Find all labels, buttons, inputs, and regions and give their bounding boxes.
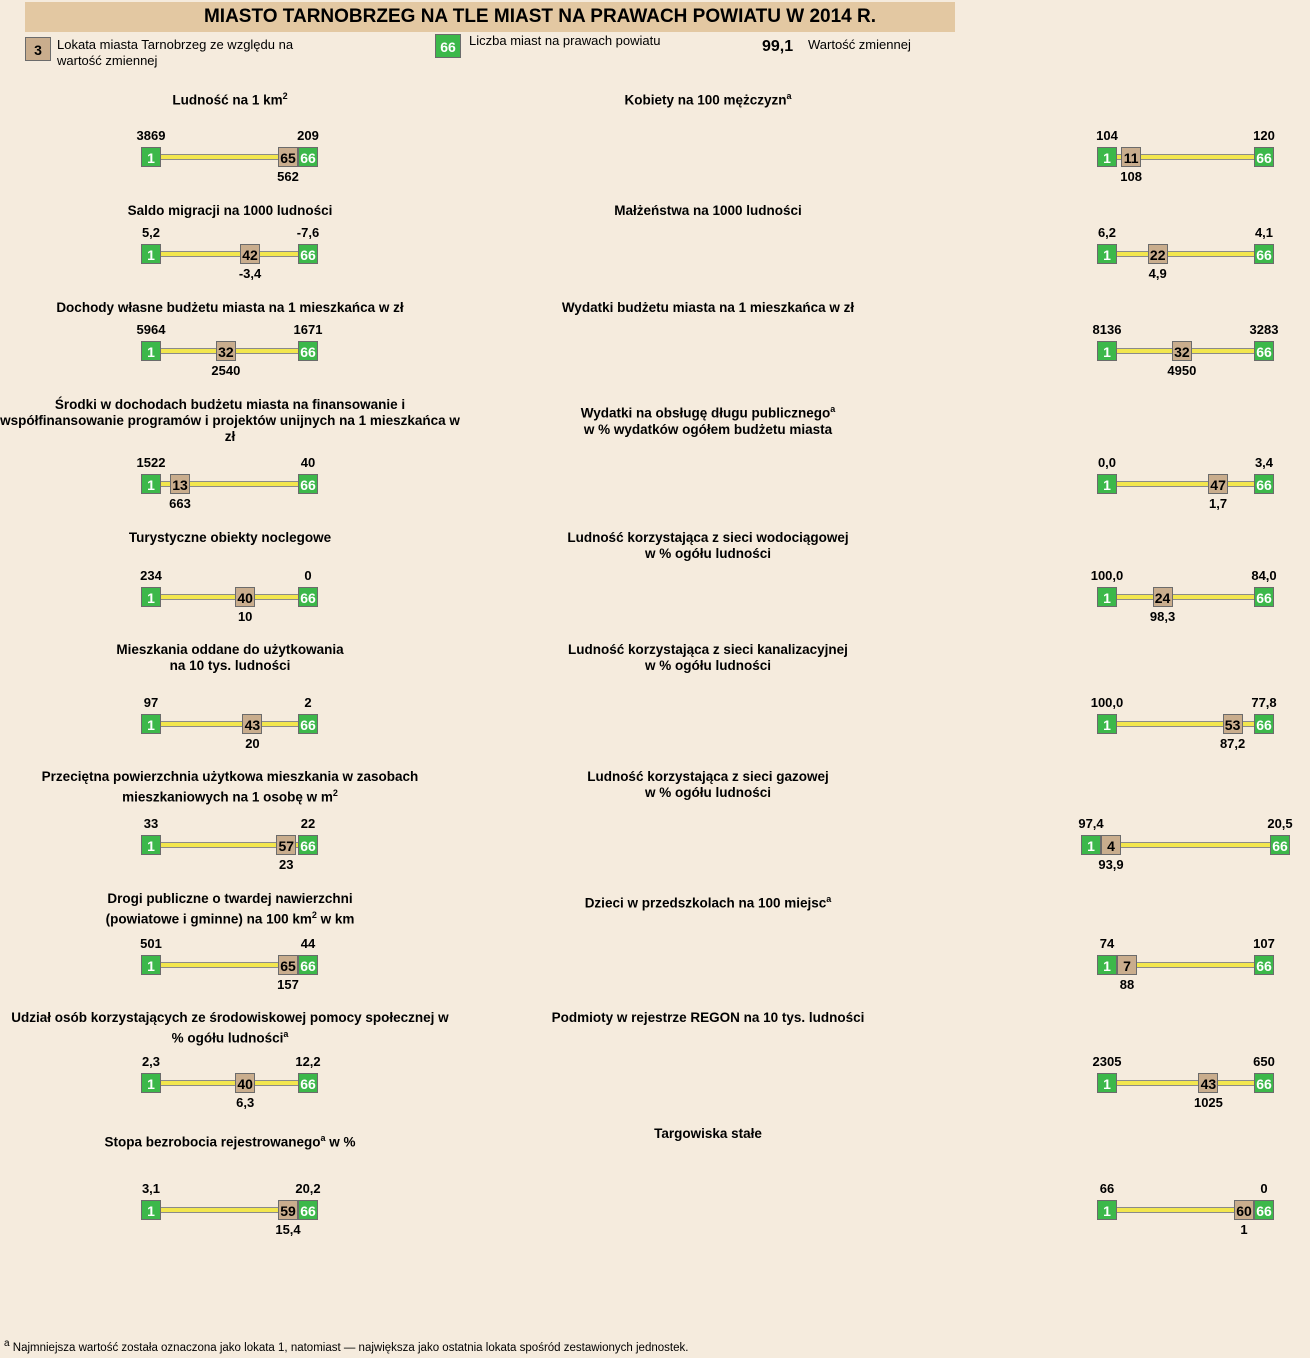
indicator-title: [478, 203, 938, 219]
city-rank-marker: 24: [1153, 587, 1173, 607]
min-value-label: 97,4: [1078, 816, 1104, 831]
indicator-title-tail: w %: [325, 1134, 356, 1150]
city-value-label: 6,3: [236, 1095, 255, 1110]
indicator-title-text: Drogi publiczne o twardej nawierzchni: [107, 891, 353, 906]
indicator-title: [478, 88, 938, 109]
indicator-title-line2: w % ogółu ludności: [645, 785, 771, 800]
indicator-title: [0, 769, 460, 806]
indicator-title: [0, 891, 460, 928]
legend-count-text: Liczba miast na prawach powiatu: [469, 33, 661, 48]
indicator-title-text: Podmioty w rejestrze REGON na 10 tys. ludności: [551, 1010, 865, 1025]
indicator-title-text: Ludność korzystająca z sieci kanalizacyjnej: [568, 642, 848, 657]
min-value-label: 501: [140, 936, 162, 951]
rank-first-marker: 1: [1097, 587, 1117, 607]
indicator-title: [478, 891, 938, 912]
indicator-title: [478, 642, 938, 674]
rank-last-marker: 66: [298, 474, 318, 494]
city-rank-marker: 32: [1172, 341, 1192, 361]
indicator-title-line2: mieszkaniowych na 1 osobę w m: [122, 789, 333, 805]
indicator-title-line2: (powiatowe i gminne) na 100 km: [105, 911, 312, 927]
indicator-title-text: Udział osób korzystających ze środowiskowej pomocy społecznej w: [11, 1010, 449, 1025]
min-value-label: 2,3: [141, 1054, 161, 1069]
min-value-label: 0,0: [1097, 455, 1117, 470]
indicator-title-sup: a: [830, 404, 836, 414]
min-value-label: 3,1: [141, 1181, 161, 1196]
rank-last-marker: 66: [1254, 955, 1274, 975]
city-value-label: 4,9: [1148, 266, 1167, 281]
legend-rank-box: 3: [25, 37, 51, 61]
indicator-title-line2: w % ogółu ludności: [645, 546, 771, 561]
min-value-label: 2305: [1092, 1054, 1122, 1069]
indicator-title-text: Ludność korzystająca z sieci gazowej: [587, 769, 829, 784]
indicator-title: [478, 530, 938, 562]
min-value-label: 100,0: [1090, 568, 1124, 583]
city-rank-marker: 11: [1121, 147, 1141, 167]
max-value-label: 20,5: [1267, 816, 1293, 831]
indicator-title: [0, 300, 460, 316]
rank-last-marker: 66: [298, 244, 318, 264]
rank-bar: [151, 251, 308, 257]
min-value-label: 5,2: [141, 225, 161, 240]
indicator-title-text: Wydatki budżetu miasta na 1 mieszkańca w zł: [561, 300, 855, 315]
city-value-label: 562: [277, 169, 299, 184]
city-rank-marker: 43: [1198, 1073, 1218, 1093]
city-rank-marker: 53: [1223, 714, 1243, 734]
indicator-title-text: Środki w dochodach budżetu miasta na finansowanie i współfinansowanie programów i projektów unijnych na 1 mieszkańca w zł: [0, 397, 460, 444]
max-value-label: 107: [1253, 936, 1275, 951]
max-value-label: 0: [304, 568, 312, 583]
indicator-title-line2: w % ogółu ludności: [645, 658, 771, 673]
max-value-label: 650: [1253, 1054, 1275, 1069]
indicator-title-text: Ludność na 1 km: [172, 92, 283, 108]
city-rank-marker: 60: [1234, 1200, 1254, 1220]
city-rank-marker: 65: [278, 955, 298, 975]
min-value-label: 6,2: [1097, 225, 1117, 240]
page-title: [25, 2, 955, 32]
indicator-title-text: Stopa bezrobocia rejestrowanego: [104, 1134, 321, 1150]
city-value-label: 87,2: [1219, 736, 1246, 751]
max-value-label: 77,8: [1251, 695, 1277, 710]
indicator-title-sup2: a: [283, 1029, 289, 1039]
rank-last-marker: 66: [298, 1200, 318, 1220]
min-value-label: 104: [1096, 128, 1118, 143]
min-value-label: 1522: [136, 455, 166, 470]
rank-last-marker: 66: [1254, 244, 1274, 264]
city-rank-marker: 43: [242, 714, 262, 734]
max-value-label: 120: [1253, 128, 1275, 143]
indicator-title-text: Dochody własne budżetu miasta na 1 mieszkańca w zł: [56, 300, 404, 315]
max-value-label: 84,0: [1251, 568, 1277, 583]
max-value-label: 22: [300, 816, 316, 831]
rank-first-marker: 1: [1097, 1073, 1117, 1093]
rank-last-marker: 66: [298, 587, 318, 607]
rank-first-marker: 1: [141, 341, 161, 361]
city-value-label: -3,4: [238, 266, 262, 281]
max-value-label: 12,2: [295, 1054, 321, 1069]
title-text: MIASTO TARNOBRZEG NA TLE MIAST NA PRAWACH POWIATU W 2014 R.: [203, 6, 877, 27]
rank-last-marker: 66: [1270, 835, 1290, 855]
min-value-label: 66: [1099, 1181, 1115, 1196]
indicator-title-text: Saldo migracji na 1000 ludności: [127, 203, 333, 218]
min-value-label: 234: [140, 568, 162, 583]
city-rank-marker: 42: [240, 244, 260, 264]
rank-first-marker: 1: [1097, 955, 1117, 975]
rank-first-marker: 1: [1097, 341, 1117, 361]
rank-last-marker: 66: [298, 341, 318, 361]
max-value-label: 2: [304, 695, 312, 710]
max-value-label: 3283: [1249, 322, 1279, 337]
indicator-title-text: Przeciętna powierzchnia użytkowa mieszkania w zasobach: [41, 769, 419, 784]
rank-first-marker: 1: [141, 244, 161, 264]
indicator-title: [478, 1126, 938, 1142]
max-value-label: 209: [297, 128, 319, 143]
legend-value-text: Wartość zmiennej: [808, 37, 911, 52]
min-value-label: 74: [1099, 936, 1115, 951]
rank-last-marker: 66: [298, 714, 318, 734]
indicator-title-line2: w % wydatków ogółem budżetu miasta: [583, 421, 833, 437]
rank-bar: [1107, 251, 1264, 257]
city-value-label: 23: [279, 857, 294, 872]
rank-last-marker: 66: [298, 955, 318, 975]
min-value-label: 3869: [136, 128, 166, 143]
city-value-label: 1025: [1193, 1095, 1223, 1110]
indicator-title: [0, 88, 460, 109]
city-rank-marker: 13: [170, 474, 190, 494]
rank-last-marker: 66: [298, 147, 318, 167]
max-value-label: 20,2: [295, 1181, 321, 1196]
rank-bar: [151, 594, 308, 600]
rank-first-marker: 1: [141, 835, 161, 855]
min-value-label: 100,0: [1090, 695, 1124, 710]
city-rank-marker: 7: [1117, 955, 1137, 975]
min-value-label: 33: [143, 816, 159, 831]
indicator-title: [478, 300, 938, 316]
min-value-label: 5964: [136, 322, 166, 337]
indicator-title: [478, 769, 938, 801]
rank-first-marker: 1: [1097, 1200, 1117, 1220]
legend-rank-text: Lokata miasta Tarnobrzeg ze względu na wartość zmiennej: [57, 37, 294, 68]
max-value-label: 44: [300, 936, 316, 951]
rank-last-marker: 66: [1254, 587, 1274, 607]
city-rank-marker: 22: [1148, 244, 1168, 264]
max-value-label: -7,6: [296, 225, 320, 240]
city-value-label: 88: [1119, 977, 1135, 992]
rank-bar: [1107, 1080, 1264, 1086]
max-value-label: 4,1: [1254, 225, 1274, 240]
indicator-title: [478, 401, 938, 438]
indicator-title-text: Targowiska stałe: [654, 1126, 762, 1141]
city-value-label: 10: [237, 609, 253, 624]
indicator-title-text: Mieszkania oddane do użytkowania: [116, 642, 344, 657]
footnote-mark: a: [4, 1338, 10, 1349]
city-rank-marker: 40: [235, 587, 255, 607]
legend-count-box: 66: [435, 34, 461, 58]
rank-first-marker: 1: [141, 587, 161, 607]
max-value-label: 0: [1260, 1181, 1268, 1196]
indicator-title-text: Małżeństwa na 1000 ludności: [614, 203, 802, 218]
city-value-label: 20: [245, 736, 260, 751]
footnote-text: Najmniejsza wartość została oznaczona jako lokata 1, natomiast — największa jako ostatnia lokata spośród zestawionych jednostek.: [9, 1341, 689, 1354]
city-value-label: 98,3: [1149, 609, 1176, 624]
indicator-title-sup: a: [826, 894, 832, 904]
indicator-title: [0, 642, 460, 674]
indicator-title-sup: a: [786, 91, 792, 101]
city-rank-marker: 59: [278, 1200, 298, 1220]
city-rank-marker: 47: [1208, 474, 1228, 494]
indicator-title-sup: a: [320, 1133, 326, 1143]
rank-first-marker: 1: [141, 714, 161, 734]
rank-last-marker: 66: [1254, 714, 1274, 734]
city-value-label: 108: [1120, 169, 1142, 184]
city-rank-marker: 32: [216, 341, 236, 361]
rank-first-marker: 1: [141, 147, 161, 167]
min-value-label: 97: [143, 695, 159, 710]
rank-first-marker: 1: [141, 1073, 161, 1093]
indicator-title-text: Kobiety na 100 mężczyzn: [624, 92, 787, 108]
indicator-title-text: Turystyczne obiekty noclegowe: [128, 530, 332, 545]
footnote: [4, 1338, 688, 1354]
rank-bar: [151, 721, 308, 727]
rank-last-marker: 66: [1254, 1073, 1274, 1093]
city-value-label: 1: [1240, 1222, 1248, 1237]
city-value-label: 663: [169, 496, 191, 511]
rank-last-marker: 66: [1254, 474, 1274, 494]
city-value-label: 2540: [211, 363, 241, 378]
city-value-label: 4950: [1167, 363, 1197, 378]
rank-first-marker: 1: [1097, 714, 1117, 734]
rank-first-marker: 1: [141, 1200, 161, 1220]
indicator-title-line2: % ogółu ludności: [171, 1030, 284, 1046]
indicator-title: [478, 1010, 938, 1026]
city-rank-marker: 65: [278, 147, 298, 167]
indicator-title: [0, 1130, 460, 1151]
city-rank-marker: 4: [1101, 835, 1121, 855]
city-value-label: 93,9: [1098, 857, 1124, 872]
indicator-title-sup: 2: [282, 91, 288, 101]
max-value-label: 1671: [293, 322, 323, 337]
rank-first-marker: 1: [141, 955, 161, 975]
min-value-label: 8136: [1092, 322, 1122, 337]
rank-last-marker: 66: [1254, 147, 1274, 167]
indicator-title-text: Ludność korzystająca z sieci wodociągowej: [567, 530, 849, 545]
city-value-label: 15,4: [275, 1222, 301, 1237]
city-value-label: 157: [277, 977, 299, 992]
indicator-title: [0, 530, 460, 546]
rank-first-marker: 1: [1097, 147, 1117, 167]
indicator-title-sup2: 2: [332, 788, 338, 798]
rank-first-marker: 1: [1081, 835, 1101, 855]
indicator-title-text: Dzieci w przedszkolach na 100 miejsc: [584, 895, 827, 911]
rank-last-marker: 66: [298, 1073, 318, 1093]
rank-bar: [1107, 594, 1264, 600]
rank-first-marker: 1: [141, 474, 161, 494]
rank-bar: [1107, 481, 1264, 487]
legend-value-sample: 99,1: [762, 38, 794, 55]
rank-last-marker: 66: [1254, 1200, 1274, 1220]
indicator-title: [0, 397, 460, 445]
max-value-label: 40: [300, 455, 316, 470]
city-value-label: 1,7: [1209, 496, 1228, 511]
indicator-title: [0, 1010, 460, 1047]
indicator-title-line2-tail: w km: [316, 911, 355, 927]
rank-bar: [151, 1080, 308, 1086]
rank-first-marker: 1: [1097, 244, 1117, 264]
indicator-title: [0, 203, 460, 219]
indicator-title-sup2: 2: [311, 910, 317, 920]
rank-last-marker: 66: [1254, 341, 1274, 361]
rank-last-marker: 66: [298, 835, 318, 855]
max-value-label: 3,4: [1254, 455, 1274, 470]
rank-first-marker: 1: [1097, 474, 1117, 494]
indicator-title-text: Wydatki na obsługę długu publicznego: [580, 405, 831, 421]
city-rank-marker: 57: [276, 835, 296, 855]
city-rank-marker: 40: [235, 1073, 255, 1093]
indicator-title-line2: na 10 tys. ludności: [169, 658, 291, 673]
